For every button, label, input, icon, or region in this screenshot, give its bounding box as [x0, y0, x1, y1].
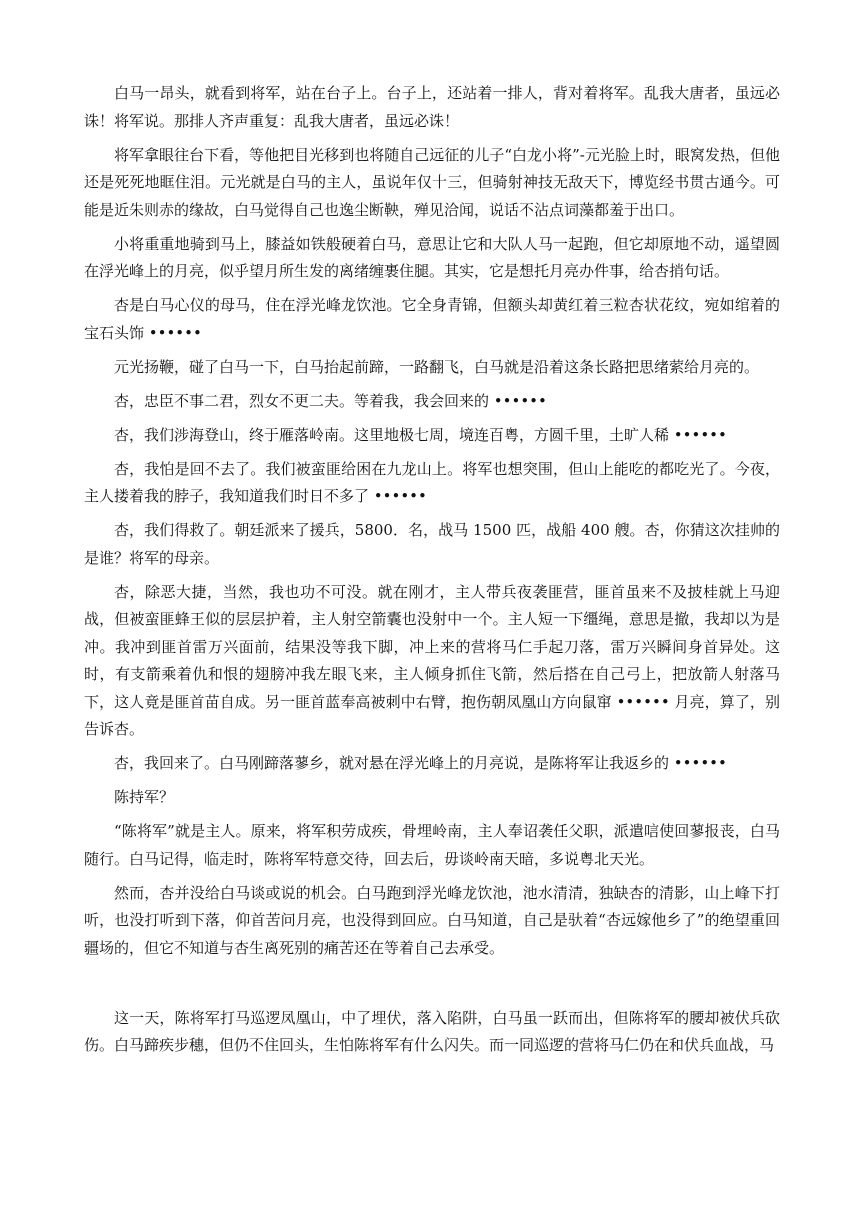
- paragraph: 杏，忠臣不事二君，烈女不更二夫。等着我，我会回来的 ••••••: [114, 391, 547, 410]
- paragraph: 白马一昂头，就看到将军，站在台子上。台子上，还站着一排人，背对着将军。乱我大唐者，虽远必诛！将军说。那排人齐声重复：乱我大唐者，虽远必诛！: [84, 84, 780, 130]
- paragraph: 杏是白马心仪的母马，住在浮光峰龙饮池。它全身青锦，但额头却黄红着三粒杏状花纹，宛如绾着的宝石头饰 ••••••: [84, 296, 780, 342]
- paragraph: 杏，除恶大捷，当然，我也功不可没。就在刚才，主人带兵夜袭匪营，匪首虽来不及披桂就上马迎战，但被蛮匪蜂王似的层层护着，主人射空箭囊也没射中一个。主人短一下缰绳，意思是撤，我却以为是冲。我冲到匪首雷万兴面前，结果没等我下脚，冲上来的营将马仁手起刀落，雷万兴瞬间身首异处。这时，有支箭乘着仇和恨的翅膀冲我左眼飞来，主人倾身抓住飞箭，然后搭在自己弓上，把放箭人射落马下，这人竟是匪首苗自成。另一匪首蓝奉高被刺中右臂，抱伤朝凤凰山方向鼠窜 •••••• 月亮，算了，别告诉杏。: [84, 582, 780, 738]
- paragraph: “陈将军”就是主人。原来，将军积劳成疾，骨埋岭南，主人奉诏袭任父职，派遣唁使回蓼报丧，白马随行。白马记得，临走时，陈将军特意交待，回去后，毋谈岭南天暗，多说粤北天光。: [84, 822, 780, 868]
- paragraph: 杏，我怕是回不去了。我们被蛮匪给困在九龙山上。将军也想突围，但山上能吃的都吃光了。今夜，主人搂着我的脖子，我知道我们时日不多了 ••••••: [84, 459, 780, 505]
- paragraph: 将军拿眼往台下看，等他把目光移到也将随自己远征的儿子“白龙小将”-元光脸上时，眼窝发热，但他还是死死地眶住泪。元光就是白马的主人，虽说年仅十三，但骑射神技无敌天下，博览经书贯古通今。可能是近朱则赤的缘故，白马觉得自己也逸尘断鞅，殚见洽闻，说话不沾点词藻都羞于出口。: [84, 145, 780, 219]
- paragraph: 小将重重地骑到马上，膝益如铁般硬着白马，意思让它和大队人马一起跑，但它却原地不动，遥望圆在浮光峰上的月亮，似乎望月所生发的离绪缠裹住腿。其实，它是想托月亮办件事，给杏捎句话。: [84, 234, 780, 280]
- paragraph: 然而，杏并没给白马谈或说的机会。白马跑到浮光峰龙饮池，池水清清，独缺杏的清影，山上峰下打听，也没打听到下落，仰首苦问月亮，也没得到回应。白马知道，自己是驮着“杏远嫁他乡了”的绝望重回疆场的，但它不知道与杏生离死别的痛苦还在等着自己去承受。: [84, 883, 780, 957]
- paragraph: 杏，我回来了。白马刚蹄落蓼乡，就对悬在浮光峰上的月亮说，是陈将军让我返乡的 ••••••: [114, 754, 727, 772]
- paragraph: 这一天，陈将军打马巡逻凤凰山，中了埋伏，落入陷阱，白马虽一跃而出，但陈将军的腰却被伏兵砍伤。白马蹄疾步穗，但仍不住回头，生怕陈将军有什么闪失。而一同巡逻的营将马仁仍在和伏兵血战，马: [84, 1008, 780, 1054]
- paragraph: 元光扬鞭，碰了白马一下，白马抬起前蹄，一路翻飞，白马就是沿着这条长路把思绪萦给月亮的。: [114, 357, 760, 376]
- paragraph: 杏，我们涉海登山，终于雁落岭南。这里地极七周，境连百粤，方圆千里，土旷人稀 ••••••: [114, 425, 727, 444]
- paragraph: 杏，我们得救了。朝廷派来了援兵，5800．名，战马 1500 匹，战船 400 艘。杏，你猜这次挂帅的是谁？将军的母亲。: [84, 521, 780, 567]
- document-page: [84, 80, 780, 1066]
- section-gap: [84, 969, 780, 1005]
- paragraph: 陈持军？: [114, 788, 175, 806]
